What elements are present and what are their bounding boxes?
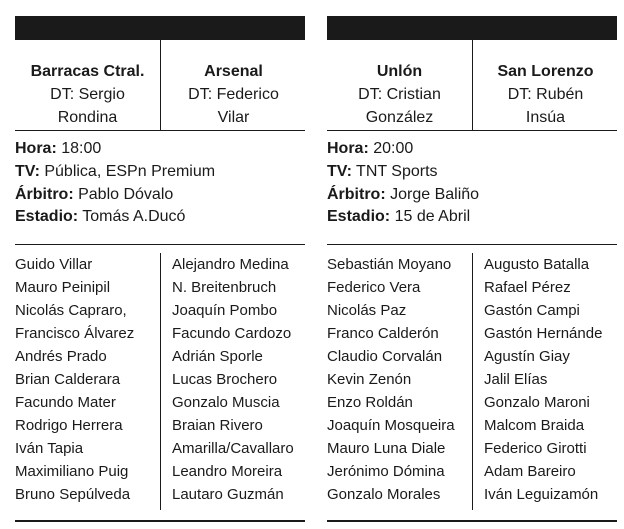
- stadium-name: Tomás A.Ducó: [82, 208, 186, 226]
- teams-row: [327, 40, 617, 131]
- match-panel-left: [15, 16, 305, 526]
- player-name: Iván Leguizamón: [484, 486, 599, 503]
- player-name: Lautaro Guzmán: [172, 486, 284, 503]
- stadium-row: [327, 206, 617, 229]
- bottom-rule: [15, 520, 305, 522]
- match-panel-right: [327, 16, 617, 526]
- away-team: [472, 40, 618, 130]
- referee-label: Árbitro:: [15, 185, 74, 203]
- player-name: Joaquín Mosqueira: [327, 417, 455, 434]
- referee-row: [15, 184, 305, 207]
- referee-name: Jorge Baliño: [390, 185, 480, 203]
- player-name: N. Breitenbruch: [172, 279, 277, 296]
- player-name: Adam Bareiro: [484, 463, 576, 480]
- kickoff-row: [327, 138, 617, 161]
- header-bar: [327, 16, 617, 40]
- player-name: Franco Calderón: [327, 325, 439, 342]
- player-name: Facundo Mater: [15, 394, 116, 411]
- team-name: Arsenal: [204, 63, 263, 80]
- section-divider: [15, 244, 305, 245]
- kickoff-label: Hora:: [327, 140, 369, 157]
- kickoff-label: Hora:: [15, 140, 57, 157]
- referee-name: Pablo Dóvalo: [78, 185, 174, 203]
- kickoff-time: 18:00: [61, 140, 102, 157]
- stadium-row: [15, 206, 305, 229]
- stadium-label: Estadio:: [15, 208, 79, 226]
- player-name: Kevin Zenón: [327, 371, 412, 388]
- player-name: Facundo Cardozo: [172, 325, 292, 342]
- referee-row: [327, 184, 617, 207]
- player-name: Gastón Hernánde: [484, 325, 603, 342]
- away-team: [160, 40, 306, 130]
- stadium-name: 15 de Abril: [394, 208, 471, 226]
- match-info: [327, 138, 617, 229]
- player-name: Gonzalo Muscia: [172, 394, 280, 411]
- player-name: Enzo Roldán: [327, 394, 413, 411]
- player-name: Maximiliano Puig: [15, 463, 129, 480]
- player-name: Bruno Sepúlveda: [15, 486, 131, 503]
- team-name: San Lorenzo: [497, 63, 594, 80]
- bottom-rule: [327, 520, 617, 522]
- player-name: Federico Girotti: [484, 440, 587, 457]
- coach-name: González: [365, 109, 434, 126]
- kickoff-time: 20:00: [373, 140, 414, 157]
- coach-name: Insúa: [525, 109, 566, 126]
- referee-label: Árbitro:: [327, 185, 386, 203]
- player-name: Gonzalo Morales: [327, 486, 441, 503]
- home-team: [15, 40, 160, 130]
- coach-label: DT: Federico: [188, 86, 279, 103]
- player-name: Adrián Sporle: [172, 348, 263, 365]
- home-lineup: [15, 253, 160, 510]
- coach-label: DT: Rubén: [507, 86, 584, 103]
- player-name: Sebastián Moyano: [327, 256, 452, 273]
- player-name: Andrés Prado: [15, 348, 107, 365]
- player-name: Jalil Elías: [484, 371, 548, 388]
- coach-name: Rondina: [57, 109, 118, 126]
- coach-name: Vilar: [217, 109, 250, 126]
- player-name: Mauro Luna Diale: [327, 440, 446, 457]
- tv-row: [327, 161, 617, 184]
- player-name: Braian Rivero: [172, 417, 263, 434]
- section-divider: [327, 244, 617, 245]
- away-lineup: [160, 253, 305, 510]
- coach-label: DT: Cristian: [358, 86, 441, 103]
- player-name: Mauro Peinipil: [15, 279, 111, 296]
- player-name: Augusto Batalla: [484, 256, 590, 273]
- coach-label: DT: Sergio: [50, 86, 125, 103]
- player-name: Gonzalo Maroni: [484, 394, 590, 411]
- player-name: Gastón Campi: [484, 302, 580, 319]
- player-name: Rafael Pérez: [484, 279, 571, 296]
- player-name: Nicolás Capraro,: [15, 302, 127, 319]
- header-bar: [15, 16, 305, 40]
- teams-row: [15, 40, 305, 131]
- home-lineup: [327, 253, 472, 510]
- player-name: Jerónimo Dómina: [327, 463, 445, 480]
- player-name: Amarilla/Cavallaro: [172, 440, 294, 457]
- tv-channel: Pública, ESPn Premium: [44, 162, 216, 180]
- player-name: Agustín Giay: [484, 348, 570, 365]
- player-name: Nicolás Paz: [327, 302, 407, 319]
- tv-row: [15, 161, 305, 184]
- stadium-label: Estadio:: [327, 208, 391, 226]
- player-name: Rodrigo Herrera: [15, 417, 123, 434]
- player-name: Leandro Moreira: [172, 463, 283, 480]
- player-name: Guido Villar: [15, 256, 93, 273]
- player-name: Lucas Brochero: [172, 371, 278, 388]
- tv-label: TV:: [327, 162, 352, 180]
- player-name: Federico Vera: [327, 279, 421, 296]
- player-name: Francisco Álvarez: [15, 325, 135, 342]
- player-name: Joaquín Pombo: [172, 302, 278, 319]
- team-name: Barracas Ctral.: [30, 63, 145, 80]
- team-name: Unlón: [376, 63, 423, 80]
- player-name: Alejandro Medina: [172, 256, 289, 273]
- player-name: Claudio Corvalán: [327, 348, 443, 365]
- player-name: Malcom Braida: [484, 417, 585, 434]
- kickoff-row: [15, 138, 305, 161]
- tv-channel: TNT Sports: [356, 162, 438, 180]
- tv-label: TV:: [15, 162, 40, 180]
- home-team: [327, 40, 472, 130]
- player-name: Iván Tapia: [15, 440, 84, 457]
- match-info: [15, 138, 305, 229]
- player-name: Brian Calderara: [15, 371, 121, 388]
- away-lineup: [472, 253, 617, 510]
